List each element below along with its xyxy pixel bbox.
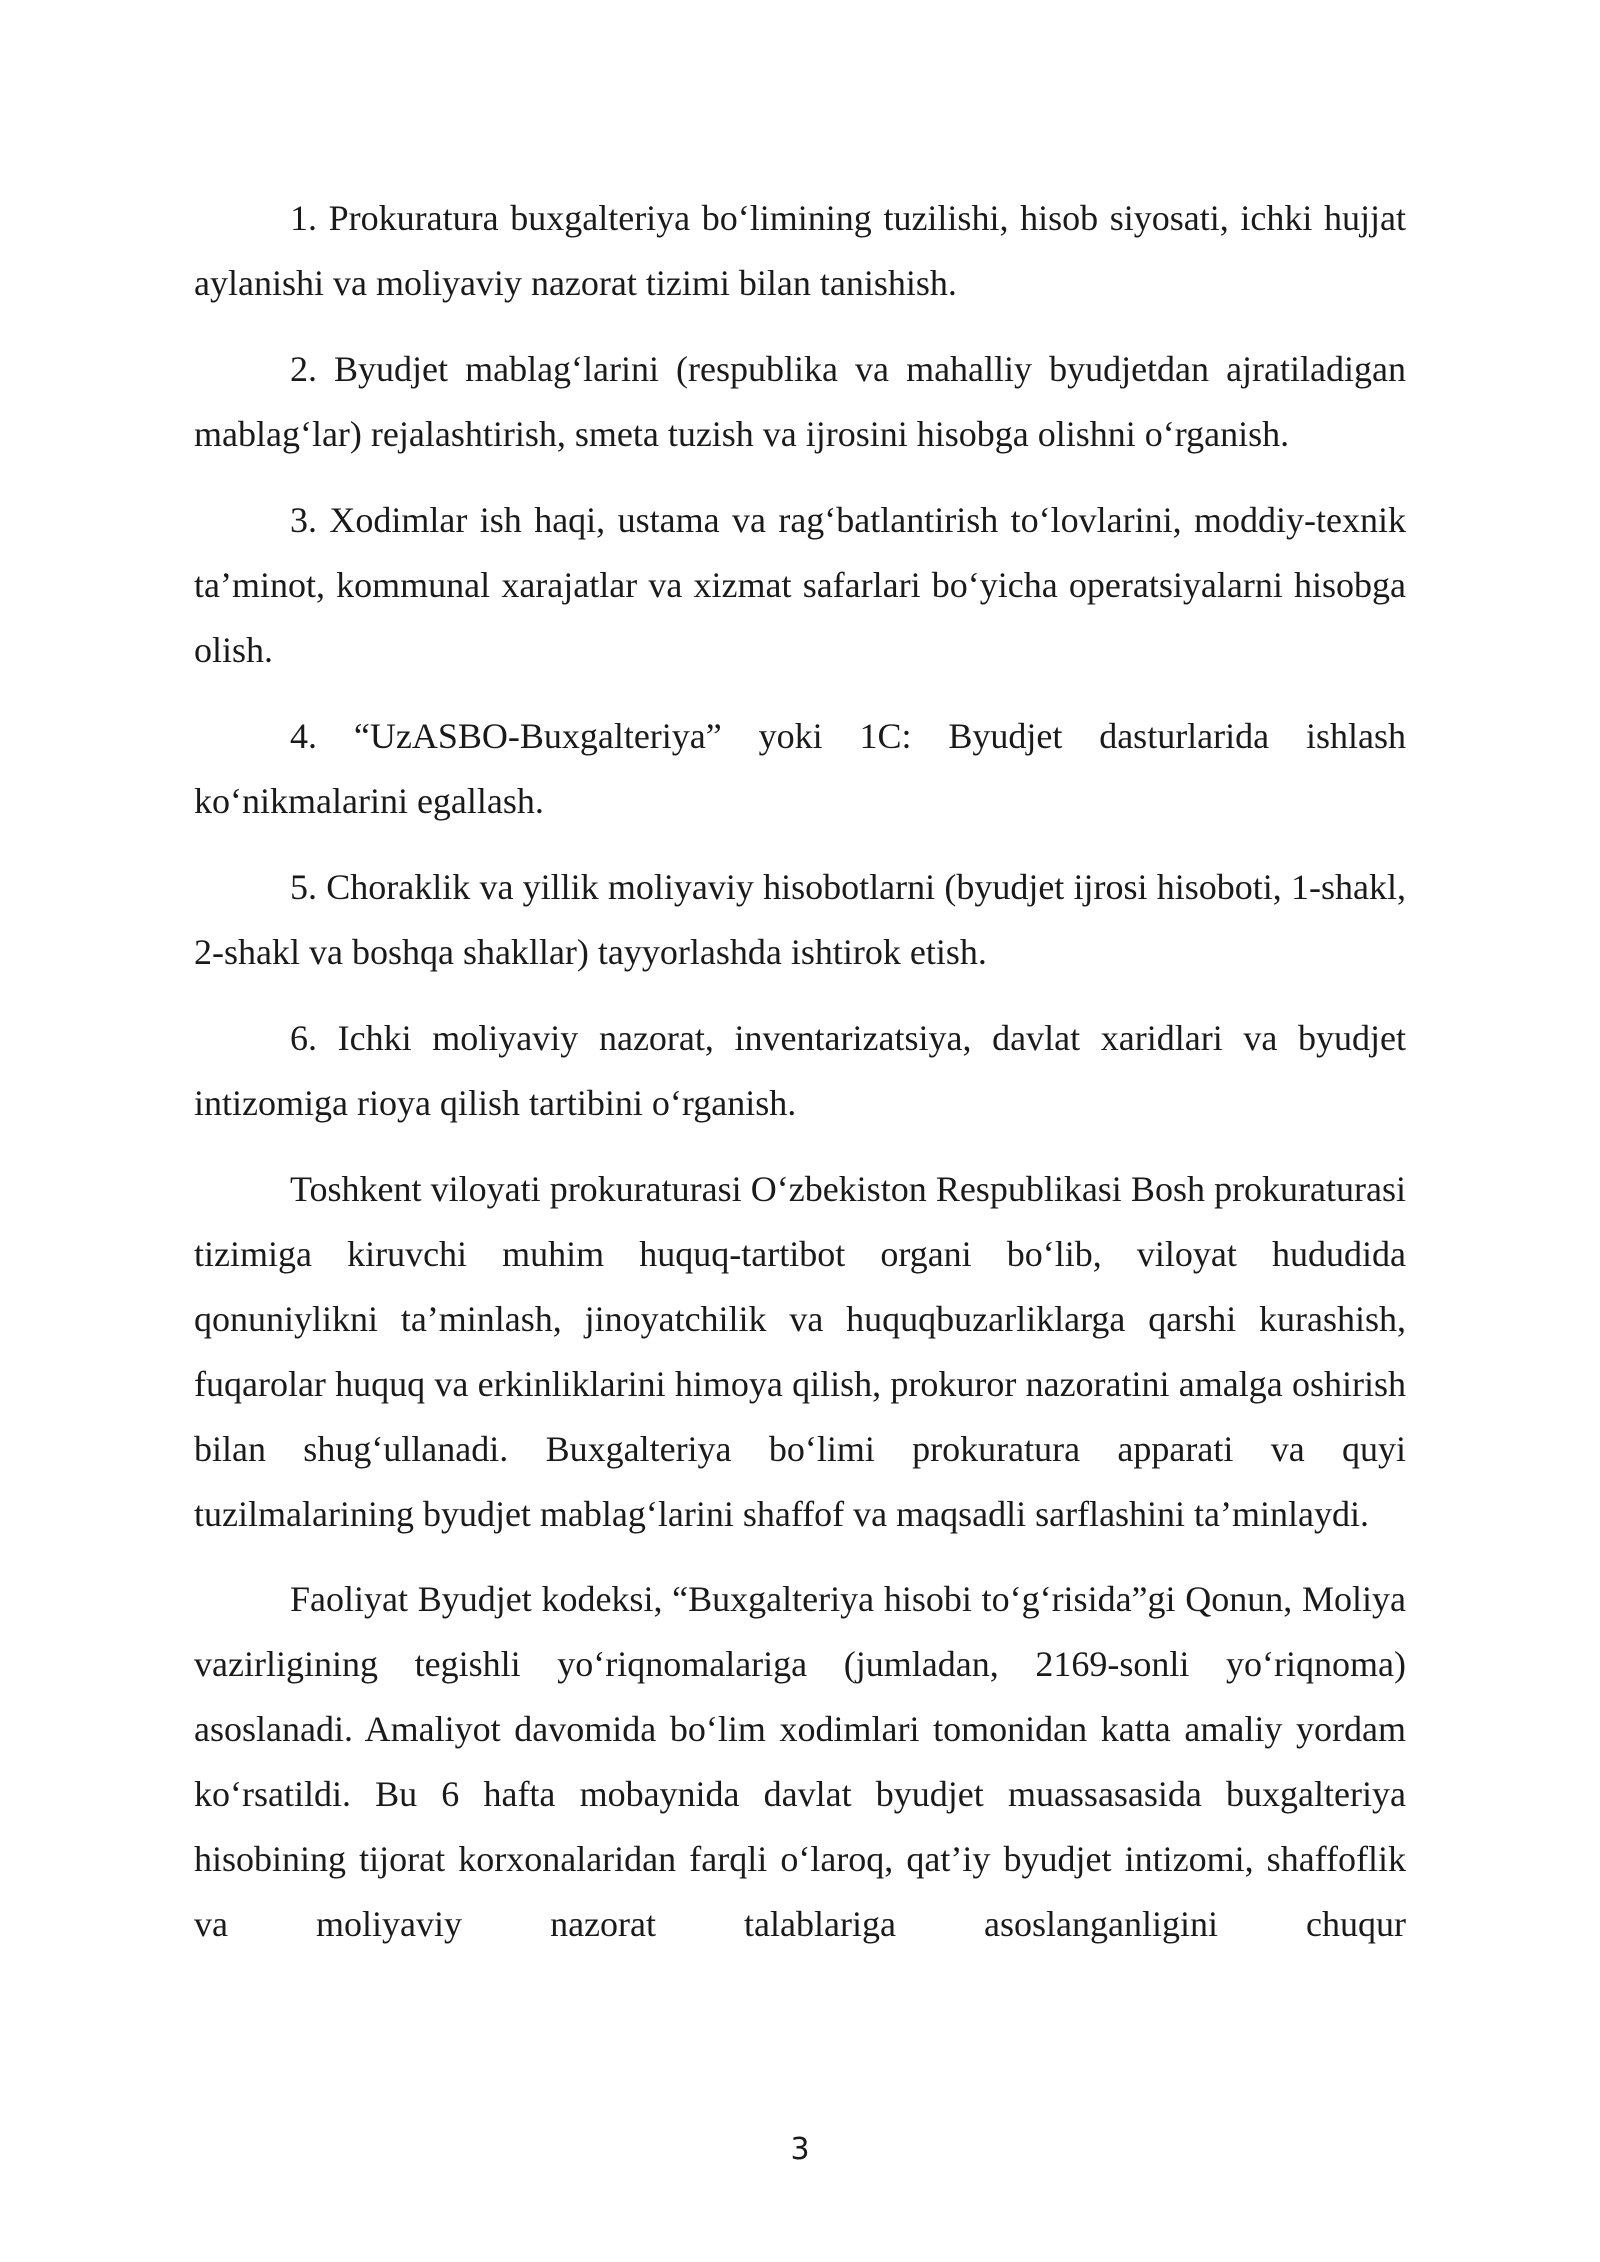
list-item-3: 3. Xodimlar ish haqi, ustama va rag‘batlantirish to‘lovlarini, moddiy-texnik ta’minot, kommunal xarajatlar va xizmat safarlari bo‘yicha operatsiyalarni hisobga olish. [194,500,1406,670]
list-item-5: 5. Choraklik va yillik moliyaviy hisobotlarni (byudjet ijrosi hisoboti, 1-shakl, 2-shakl va boshqa shakllar) tayyorlashda ishtirok etish. [194,867,1406,972]
list-item-1: 1. Prokuratura buxgalteriya bo‘limining tuzilishi, hisob siyosati, ichki hujjat aylanishi va moliyaviy nazorat tizimi bilan tanishish. [194,198,1406,303]
list-item-6: 6. Ichki moliyaviy nazorat, inventarizatsiya, davlat xaridlari va byudjet intizomiga rioya qilish tartibini o‘rganish. [194,1018,1406,1123]
page-number: 3 [790,2132,810,2167]
paragraph-prokuratura: Toshkent viloyati prokuraturasi O‘zbekiston Respublikasi Bosh prokuraturasi tizimiga kiruvchi muhim huquq-tartibot organi bo‘lib, viloyat hududida qonuniylikni ta’minlash, jinoyatchilik va huquqbuzarliklarga qarshi kurashish, fuqarolar huquq va erkinliklarini himoya qilish, prokuror nazoratini amalga oshirish bilan shug‘ullanadi. Buxgalteriya bo‘limi prokuratura apparati va quyi tuzilmalarining byudjet mablag‘larini shaffof va maqsadli sarflashini ta’minlaydi. [194,1169,1406,1534]
paragraph-faoliyat: Faoliyat Byudjet kodeksi, “Buxgalteriya hisobi to‘g‘risida”gi Qonun, Moliya vazirligining tegishli yo‘riqnomalariga (jumladan, 2169-sonli yo‘riqnoma) asoslanadi. Amaliyot davomida bo‘lim xodimlari tomonidan katta amaliy yordam ko‘rsatildi. Bu 6 hafta mobaynida davlat byudjet muassasasida buxgalteriya hisobining tijorat korxonalaridan farqli o‘laroq, qat’iy byudjet intizomi, shaffoflik va moliyaviy nazorat talablariga asoslanganligini chuqur [194,1579,1406,1944]
page-body [194,186,1406,1957]
list-item-4: 4. “UzASBO-Buxgalteriya” yoki 1C: Byudjet dasturlarida ishlash ko‘nikmalarini egallash. [194,716,1406,821]
list-item-2: 2. Byudjet mablag‘larini (respublika va mahalliy byudjetdan ajratiladigan mablag‘lar) rejalashtirish, smeta tuzish va ijrosini hisobga olishni o‘rganish. [194,349,1406,454]
